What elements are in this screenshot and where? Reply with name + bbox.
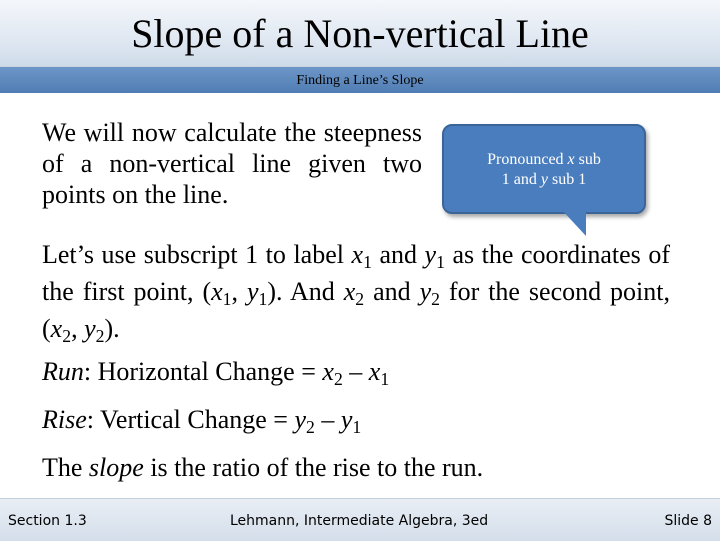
subtitle-bar — [0, 67, 720, 93]
footer-bar — [0, 498, 720, 541]
slope-sentence: The slope is the ratio of the rise to the run. — [42, 453, 484, 482]
subscript-paragraph: Let’s use subscript 1 to label $x_1$ and $y_1$ as the coordinates of the first point, ($x_1$, $y_1$). And $x_2$ and $y_2$ for the second point, ($x_2$, $y_2$). — [42, 240, 671, 346]
footer-section: Section 1.3 — [8, 513, 87, 529]
slide-subtitle: Finding a Line’s Slope — [296, 73, 424, 88]
slope-term: slope — [88, 453, 144, 482]
footer-book: Lehmann, Intermediate Algebra, 3ed — [230, 513, 489, 529]
rise-equation: Rise: Vertical Change = $y_2 - y_1$ — [42, 405, 362, 437]
intro-paragraph: We will now calculate the steepness of a non-vertical line given two points on the line. — [42, 118, 422, 209]
slide-title: Slope of a Non-vertical Line — [131, 11, 589, 56]
rise-label: Rise — [42, 405, 87, 434]
callout-bubble — [442, 124, 646, 214]
callout-tail — [560, 208, 586, 236]
callout-text: Pronounced x sub 1 and y sub 1 — [487, 151, 601, 188]
run-equation: Run: Horizontal Change = $x_2 - x_1$ — [42, 357, 390, 389]
run-label: Run — [42, 357, 84, 386]
title-bar — [0, 0, 720, 67]
footer-slide-number: Slide 8 — [664, 513, 712, 529]
